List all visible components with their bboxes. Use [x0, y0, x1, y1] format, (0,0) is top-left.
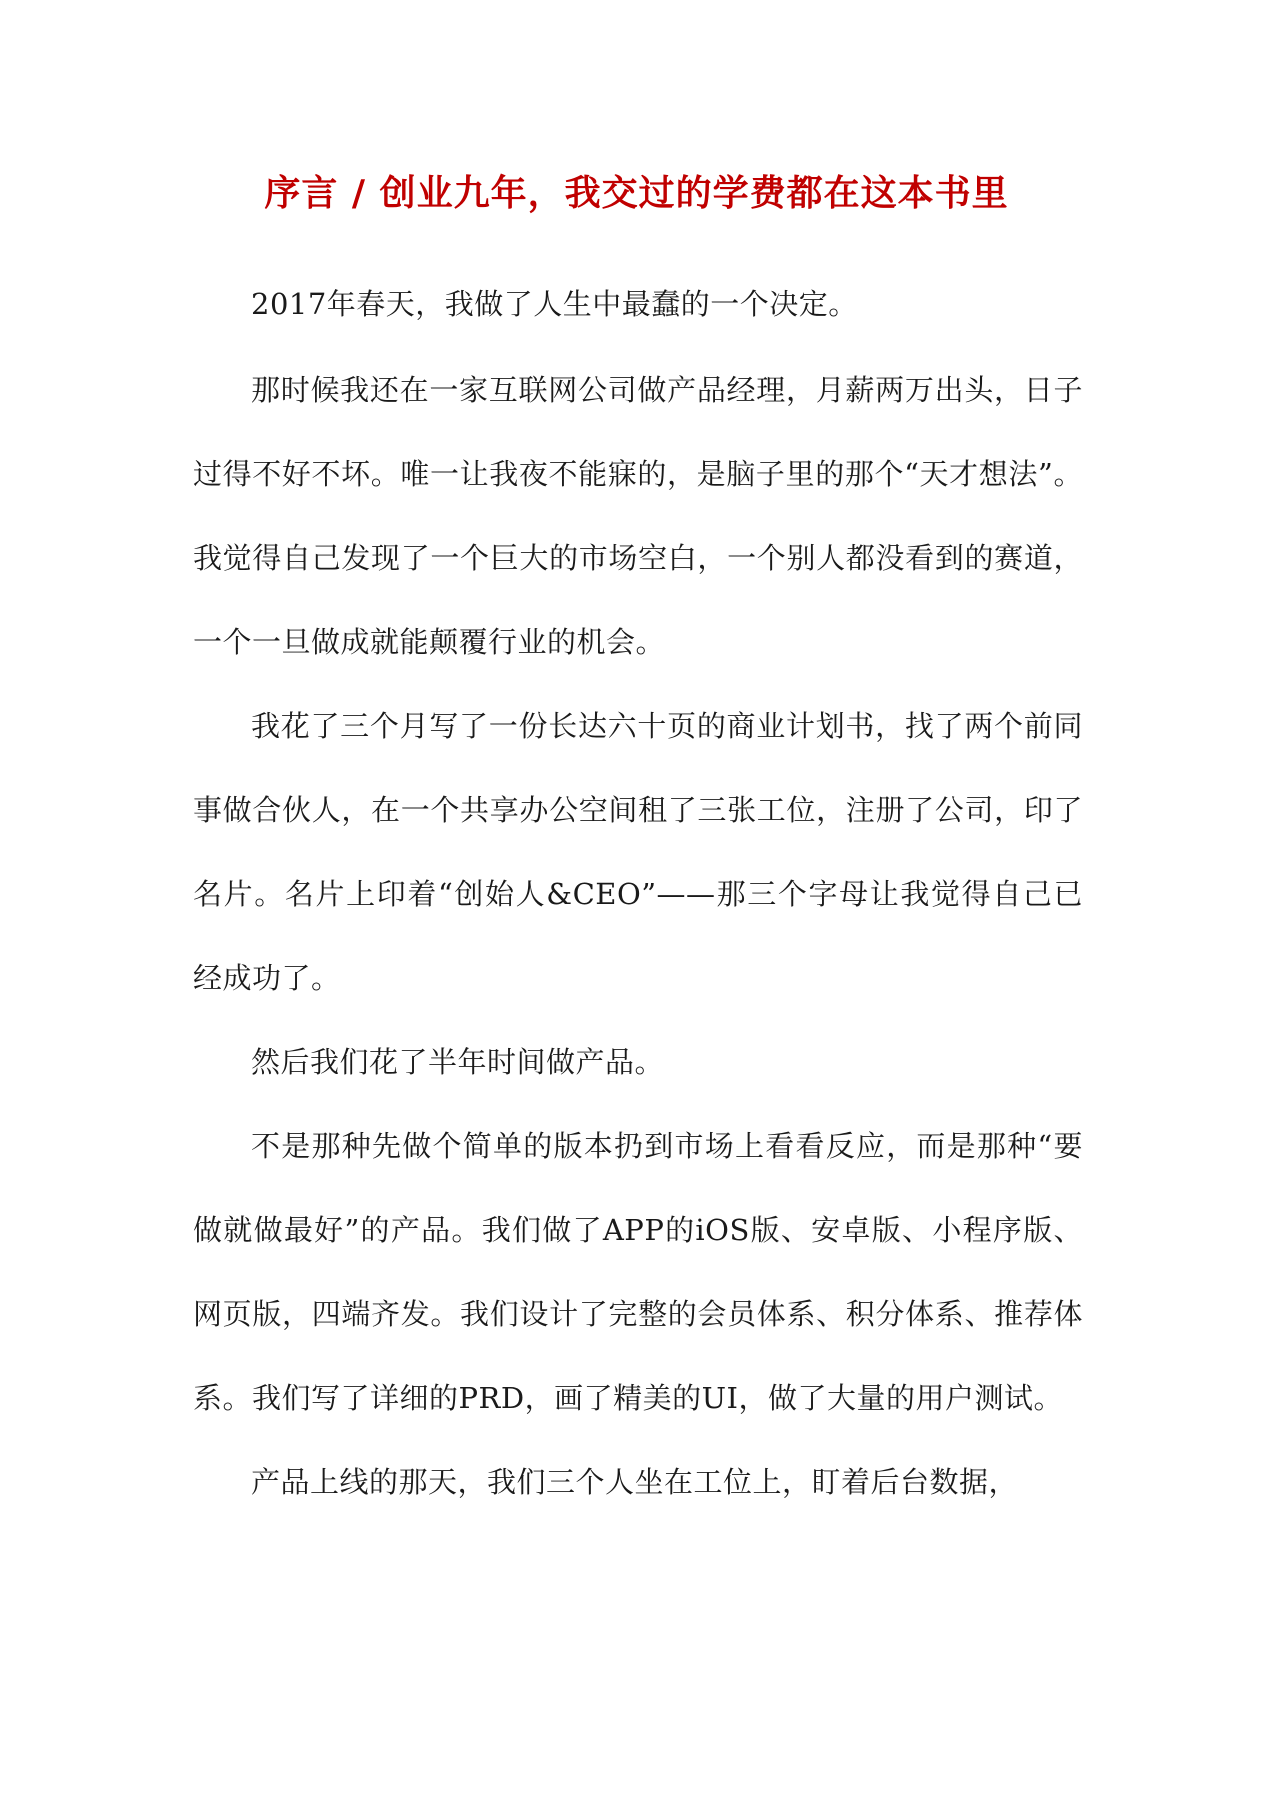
paragraph-1: 2017年春天，我做了人生中最蠢的一个决定。 [251, 287, 858, 321]
paragraph-3: 我花了三个月写了一份长达六十页的商业计划书，找了两个前同事做合伙人，在一个共享办公空间租了三张工位，注册了公司，印了名片。名片上印着“创始人&CEO”——那三个字母让我觉得自己已经成功了。 [193, 709, 1083, 995]
paragraph-6: 产品上线的那天，我们三个人坐在工位上，盯着后台数据， [251, 1465, 1019, 1499]
document-body [193, 262, 1083, 1556]
paragraph-2: 那时候我还在一家互联网公司做产品经理，月薪两万出头，日子过得不好不坏。唯一让我夜不能寐的，是脑子里的那个“天才想法”。我觉得自己发现了一个巨大的市场空白，一个别人都没看到的赛道，一个一旦做成就能颠覆行业的机会。 [193, 373, 1083, 659]
paragraph-4: 然后我们花了半年时间做产品。 [251, 1045, 665, 1079]
paragraph-5: 不是那种先做个简单的版本扔到市场上看看反应，而是那种“要做就做最好”的产品。我们做了APP的iOS版、安卓版、小程序版、网页版，四端齐发。我们设计了完整的会员体系、积分体系、推荐体系。我们写了详细的PRD，画了精美的UI，做了大量的用户测试。 [193, 1129, 1083, 1415]
chapter-title: 序言 / 创业九年，我交过的学费都在这本书里 [264, 173, 1009, 214]
